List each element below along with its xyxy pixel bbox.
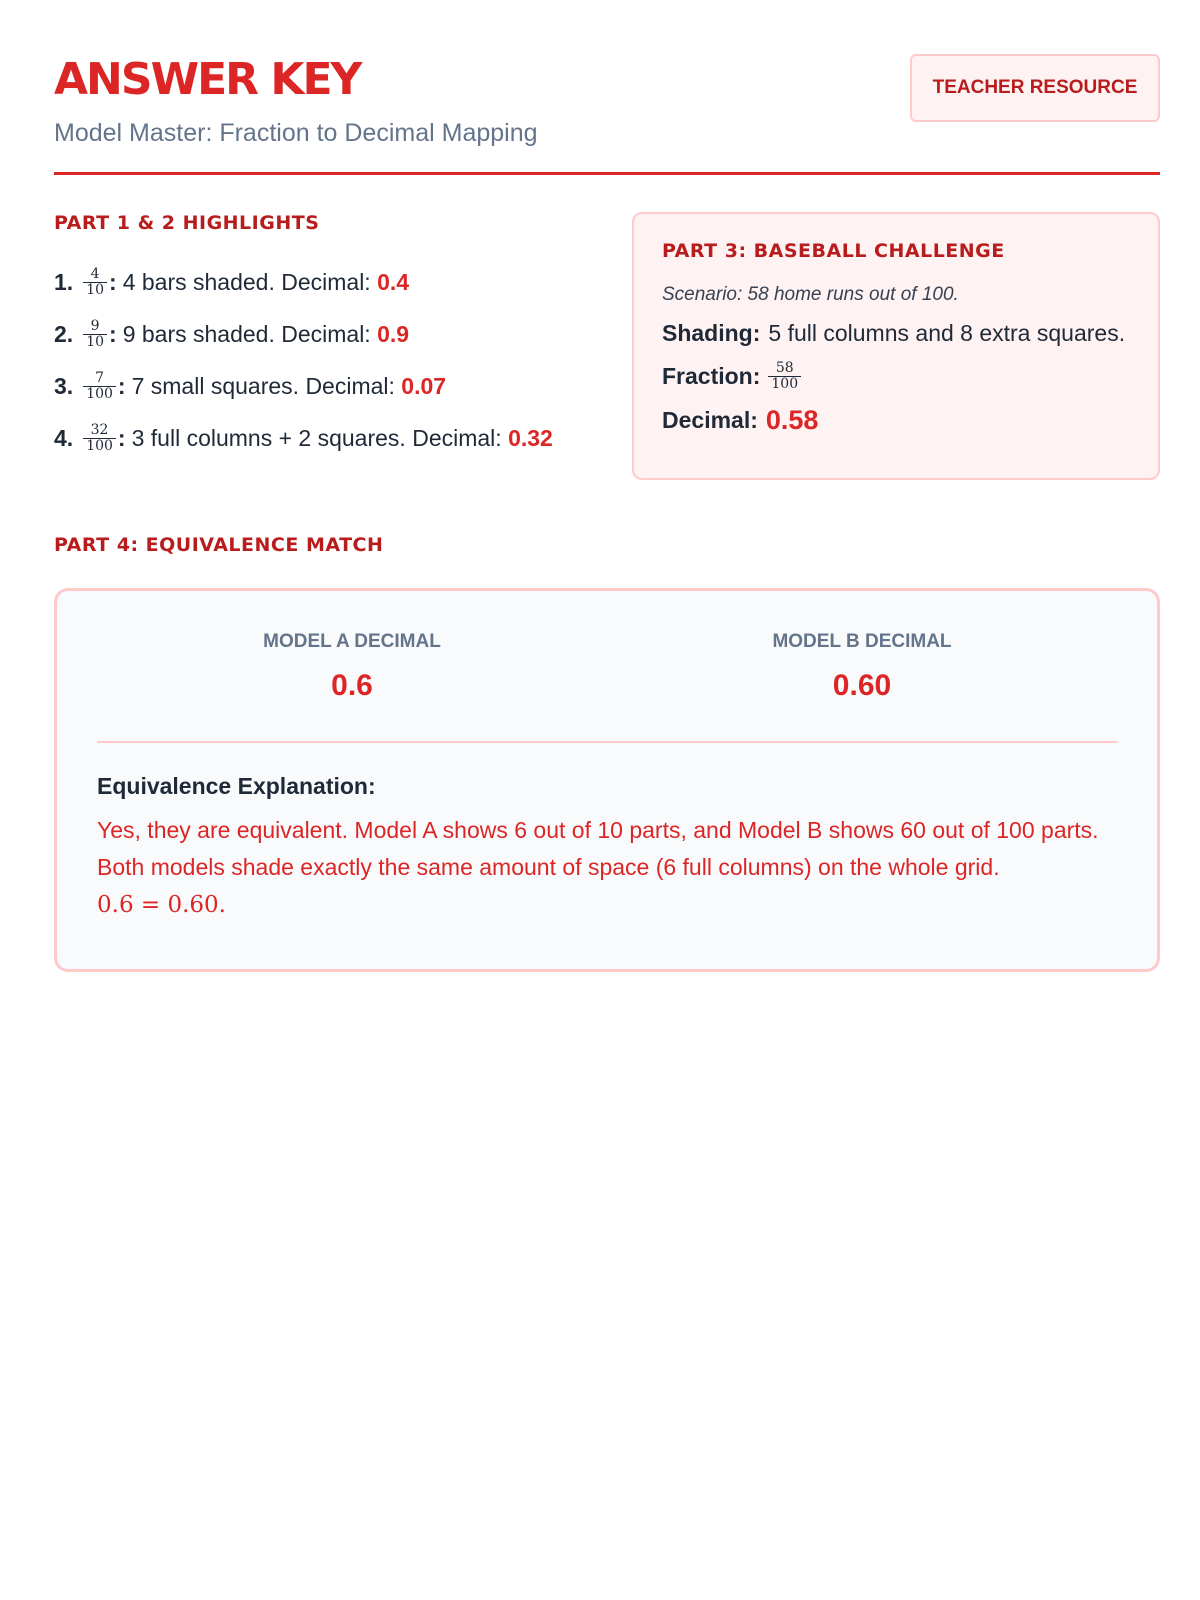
fraction — [83, 319, 107, 349]
decimal-label: Decimal: — [662, 407, 758, 434]
fraction-numerator: 32 — [90, 421, 109, 438]
equivalence-panel — [54, 588, 1160, 972]
fraction-denominator: 10 — [83, 334, 107, 350]
highlights-section — [54, 212, 614, 468]
fraction — [83, 423, 116, 453]
highlights-list — [54, 260, 614, 460]
model-a-label: MODEL A DECIMAL — [263, 631, 441, 652]
fraction-numerator: 4 — [90, 265, 100, 282]
item-number: 3. — [54, 372, 74, 399]
shading-label: Shading: — [662, 320, 761, 346]
page-header — [54, 52, 1160, 175]
models-row — [97, 591, 1117, 743]
item-decimal: 0.07 — [401, 372, 447, 399]
list-item — [54, 416, 614, 460]
item-text: 4 bars shaded. Decimal: — [122, 268, 371, 295]
model-b-label: MODEL B DECIMAL — [772, 631, 952, 652]
highlights-title: PART 1 & 2 HIGHLIGHTS — [54, 212, 320, 234]
item-decimal: 0.32 — [508, 424, 553, 451]
model-b — [607, 591, 1117, 741]
page-subtitle: Model Master: Fraction to Decimal Mapping — [54, 119, 538, 147]
fraction-numerator: 58 — [775, 360, 794, 376]
list-item — [54, 312, 614, 356]
fraction-denominator: 100 — [83, 438, 116, 454]
fraction-numerator: 9 — [90, 317, 100, 334]
colon: : — [117, 424, 126, 451]
item-text: 3 full columns + 2 squares. Decimal: — [131, 424, 502, 451]
explanation-body: Yes, they are equivalent. Model A shows 6 out of 10 parts, and Model B shows 60 out of 100 parts. Both models shade exactly the same amount of space (6 full columns) on the whole grid. — [97, 817, 1099, 880]
fraction — [768, 361, 801, 391]
item-decimal: 0.4 — [377, 268, 410, 295]
fraction — [83, 371, 116, 401]
explanation-text — [97, 812, 1117, 923]
model-a — [97, 591, 607, 741]
fraction-row — [662, 361, 1130, 391]
teacher-resource-badge: TEACHER RESOURCE — [910, 54, 1160, 122]
colon: : — [117, 372, 126, 399]
model-b-value: 0.60 — [832, 669, 892, 702]
fraction-numerator: 7 — [95, 369, 105, 386]
colon: : — [109, 320, 117, 347]
item-text: 9 bars shaded. Decimal: — [122, 320, 371, 347]
fraction-label: Fraction: — [662, 362, 761, 389]
shading-row — [662, 320, 1130, 347]
fraction-denominator: 100 — [83, 386, 116, 402]
explanation-label: Equivalence Explanation: — [97, 773, 376, 799]
fraction-denominator: 10 — [83, 282, 107, 298]
baseball-challenge-panel — [632, 212, 1160, 480]
item-number: 1. — [54, 268, 74, 295]
fraction-denominator: 100 — [768, 376, 801, 392]
list-item — [54, 364, 614, 408]
baseball-title: PART 3: BASEBALL CHALLENGE — [662, 240, 1005, 262]
list-item — [54, 260, 614, 304]
page-title: ANSWER KEY — [54, 54, 361, 105]
equation: 0.6 = 0.60. — [97, 891, 226, 918]
item-number: 2. — [54, 320, 74, 347]
decimal-row — [662, 405, 1130, 436]
item-text: 7 small squares. Decimal: — [131, 372, 395, 399]
item-decimal: 0.9 — [377, 320, 410, 347]
baseball-scenario: Scenario: 58 home runs out of 100. — [662, 284, 959, 305]
model-a-value: 0.6 — [331, 669, 373, 702]
item-number: 4. — [54, 424, 74, 451]
colon: : — [109, 268, 117, 295]
equivalence-title: PART 4: EQUIVALENCE MATCH — [54, 534, 384, 556]
decimal-value: 0.58 — [765, 405, 819, 436]
shading-text: 5 full columns and 8 extra squares. — [768, 320, 1126, 346]
fraction — [83, 267, 107, 297]
